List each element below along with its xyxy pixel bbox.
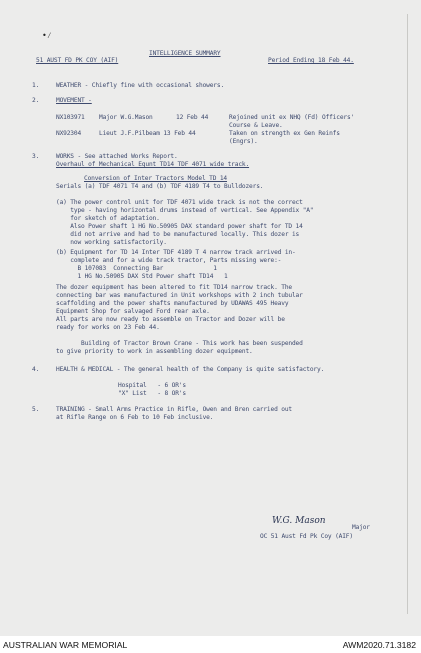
movement-name: Lieut J.F.Pilbeam 13 Feb 44 xyxy=(99,130,196,137)
movement-note: Taken on strength ex Gen Reinfs xyxy=(229,130,340,137)
movement-heading: MOVEMENT - xyxy=(56,97,92,104)
section-number: 4. xyxy=(32,366,40,373)
health-hospital: Hospital - 6 OR's xyxy=(118,382,186,389)
works-line: WORKS - See attached Works Report. xyxy=(56,153,178,160)
works-line: Also Power shaft 1 HG No.50905 DAX standard power shaft for TD 14 xyxy=(56,223,303,230)
archive-id: AWM2020.71.3182 xyxy=(342,640,416,650)
works-line: 1 HG No.50905 DAX Std Power shaft TD14 1 xyxy=(56,273,228,280)
corner-mark: •⁄ xyxy=(42,31,52,40)
works-line: did not arrive and had to be manufactured locally. This dozer is xyxy=(56,231,300,238)
works-line: for sketch of adaptation. xyxy=(56,215,160,222)
works-line: Conversion of Inter Tractors Model TD 14 xyxy=(84,175,228,182)
handwritten-signature: W.G. Mason xyxy=(272,516,326,526)
section-number: 2. xyxy=(32,97,40,104)
works-line: complete and for a wide track tractor, Parts missing were:- xyxy=(56,257,282,264)
training-text: at Rifle Range on 6 Feb to 10 Feb inclusive. xyxy=(56,414,214,421)
unit-name: 51 AUST FD PK COY (AIF) xyxy=(36,57,119,64)
works-line: now working satisfactorily. xyxy=(56,239,167,246)
document-title: INTELLIGENCE SUMMARY xyxy=(149,50,221,57)
signature-title: OC 51 Aust Fd Pk Coy (AIF) xyxy=(260,533,353,540)
works-line: to give priority to work in assembling dozer equipment. xyxy=(56,348,253,355)
archive-footer xyxy=(0,636,421,653)
works-line: Serials (a) TDF 4071 T4 and (b) TDF 4189 T4 to Bulldozers. xyxy=(56,183,264,190)
movement-id: NX92304 xyxy=(56,130,82,137)
works-line: The dozer equipment has been altered to fit TD14 narrow track. The xyxy=(56,284,292,291)
works-line: ready for works on 23 Feb 44. xyxy=(56,324,160,331)
health-text: HEALTH & MEDICAL - The general health of the Company is quite satisfactory. xyxy=(56,366,325,373)
weather-text: WEATHER - Chiefly fine with occasional showers. xyxy=(56,82,225,89)
works-line: connecting bar was manufactured in Unit workshops with 2 inch tubular xyxy=(56,292,303,299)
works-line: (b) Equipment for TD 14 Inter TDF 4189 T 4 narrow track arrived in- xyxy=(56,249,296,256)
works-line: scaffolding and the power shafts manufactured by UDAWAS 495 Heavy xyxy=(56,300,289,307)
works-line: Overhaul of Mechanical Equnt TD14 TDF 4071 wide track. xyxy=(56,161,250,168)
training-text: TRAINING - Small Arms Practice in Rifle, Owen and Bren carried out xyxy=(56,406,292,413)
works-line: Building of Tractor Brown Crane - This work has been suspended xyxy=(56,340,303,347)
works-line: Equipment Shop for salvaged Ford rear axle. xyxy=(56,308,210,315)
period-ending: Period Ending 18 Feb 44. xyxy=(268,57,354,64)
movement-note: Course & Leave. xyxy=(229,122,283,129)
section-number: 5. xyxy=(32,406,40,413)
section-number: 1. xyxy=(32,82,40,89)
movement-id: NX103971 xyxy=(56,114,85,121)
works-line: All parts are now ready to assemble on Tractor and Dozer will be xyxy=(56,316,285,323)
signature-rank: Major xyxy=(352,524,370,531)
works-line: B 107083 Connecting Bar 1 xyxy=(56,265,217,272)
works-line: (a) The power control unit for TDF 4071 wide track is not the correct xyxy=(56,199,303,206)
works-line: type - having horizontal drums instead of vertical. See Appendix "A" xyxy=(56,207,314,214)
section-number: 3. xyxy=(32,153,40,160)
movement-note: Rejoined unit ex NHQ (Fd) Officers' xyxy=(229,114,355,121)
health-xlist: "X" List - 8 OR's xyxy=(118,390,186,397)
movement-name: Major W.G.Mason xyxy=(99,114,153,121)
movement-date: 12 Feb 44 xyxy=(176,114,209,121)
page-edge-shadow xyxy=(407,14,408,614)
archive-name: AUSTRALIAN WAR MEMORIAL xyxy=(3,640,128,650)
movement-note: (Engrs). xyxy=(229,138,258,145)
